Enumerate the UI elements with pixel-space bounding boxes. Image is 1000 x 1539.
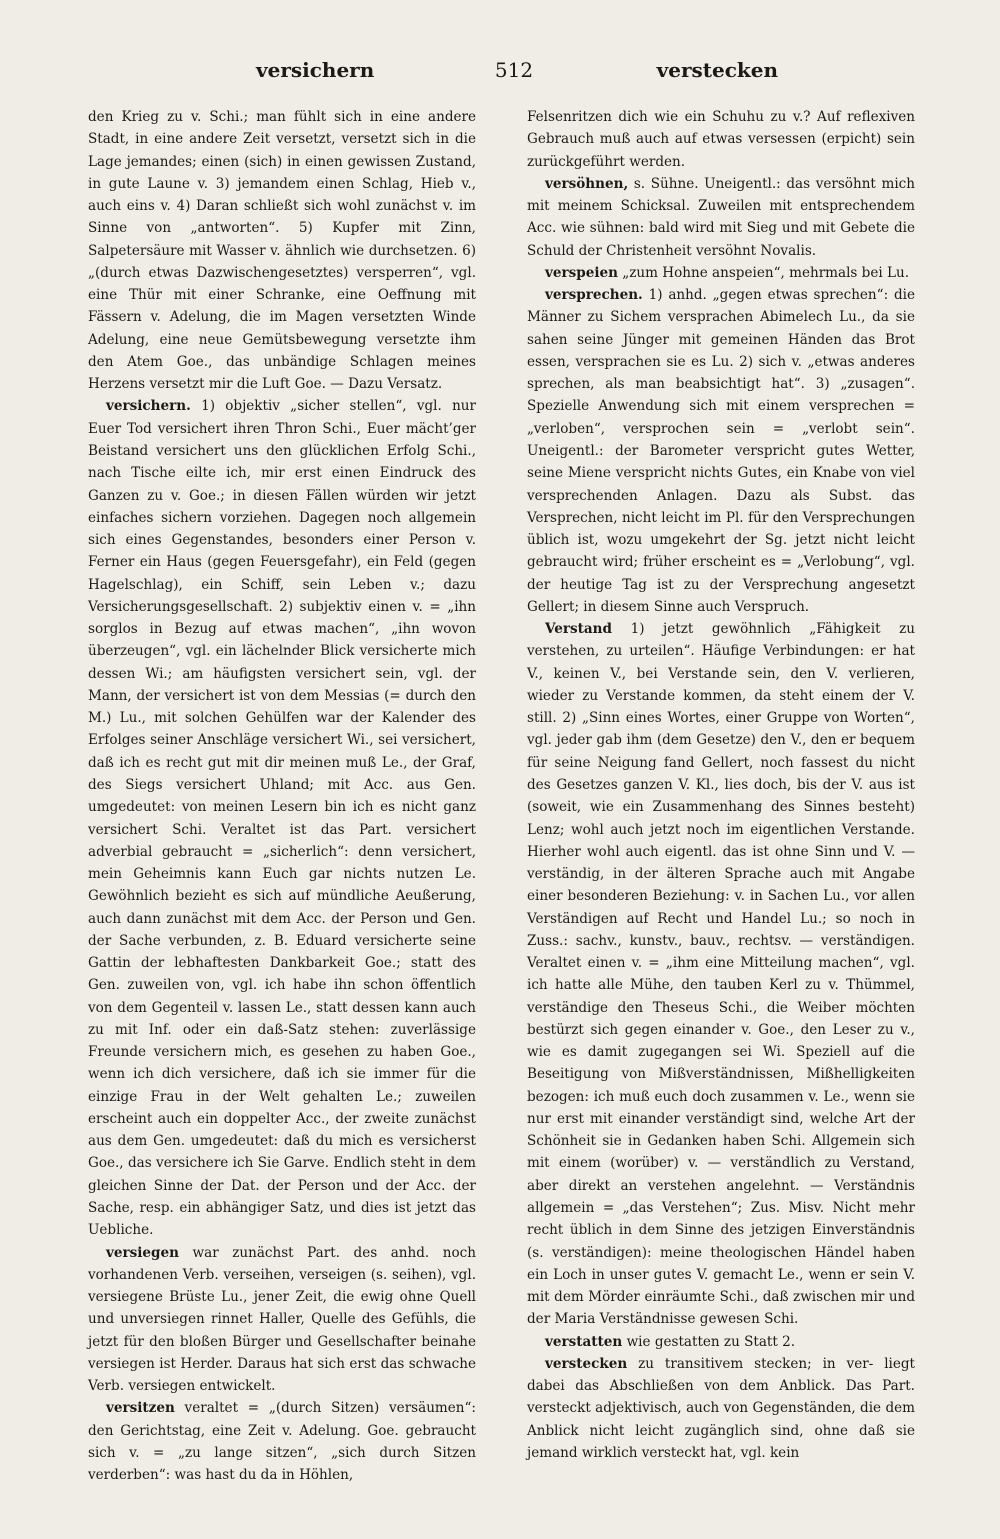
- page-header: [88, 58, 940, 92]
- dictionary-entry: [527, 284, 915, 618]
- entry-headword: versitzen: [106, 1400, 175, 1417]
- dictionary-entry: [527, 1331, 915, 1353]
- entry-text: veraltet = „(durch Sitzen) versäumen“: den Gerichtstag, eine Zeit v. Adelung. Goe. gebraucht sich v. = „zu lange sitzen“, „sich durch Sitzen verderben“: was hast du da in Höhlen,: [88, 1400, 476, 1484]
- entry-text: 1) jetzt gewöhnlich „Fähigkeit zu verstehen, zu urteilen“. Häufige Verbindungen: er hat V., keinen V., bei Verstande sein, den V. verlieren, wieder zu Verstande kommen, da steht einem der V. still. 2) „Sinn eines Wortes, einer Gruppe von Worten“, vgl. jeder gab ihm (dem Gesetze) den V., den er bequem für seine Neigung fand Gellert, noch fassest du nicht des Gesetzes ganzen V. Kl., lies doch, bis der V. aus ist (soweit, wie ein Zusammenhang des Sinnes besteht) Lenz; wohl auch jetzt noch im eigentlichen Verstande. Hierher wohl auch eigentl. das ist ohne Sinn und V. — verständig, in der älteren Sprache auch mit Angabe einer besonderen Beziehung: v. in Sachen Lu., vor allen Verständigen auf Recht und Handel Lu.; so noch in Zuss.: sachv., kunstv., bauv., rechtsv. — verständigen. Veraltet einen v. = „ihm eine Mitteilung machen“, vgl. ich hatte alle Mühe, den tauben Kerl zu v. Thümmel, verständige den Theseus Schi., die Weiber möchten bestürzt sich gegen einander v. Goe., den Leser zu v., wie es damit zugegangen sei Wi. Speziell auf die Beseitigung von Mißverständnissen, Mißhelligkeiten bezogen: ich muß euch doch zusammen v. Le., wenn sie nur erst mit einander verständigt sind, welche Art der Schönheit sie in Gedanken haben Schi. Allgemein sich mit einem (worüber) v. — verständlich zu Verstand, aber direkt an verstehen angelehnt. — Verständnis allgemein = „das Verstehen“; Zus. Misv. Nicht mehr recht üblich in dem Sinne des jetzigen Einverständnis (s. verständigen): meine theologischen Händel haben ein Loch in unser gutes V. gemacht Le., wenn er sein V. mit dem Mörder einräumte Schi., daß zwischen mir und der Maria Verständnisse gewesen Schi.: [527, 621, 915, 1328]
- dictionary-entry: [527, 618, 915, 1331]
- entry-text: 1) objektiv „sicher stellen“, vgl. nur Euer Tod versichert ihren Thron Schi., Euer mächt’ger Beistand versichert uns den glücklichen Erfolg Schi., nach Tische eilte ich, mir erst einen Eindruck des Ganzen zu v. Goe.; in diesen Fällen würden wir jetzt einfaches sichern vorziehen. Dagegen noch allgemein sich eines Gegenstandes, besonders einer Person v. Ferner ein Haus (gegen Feuersgefahr), ein Feld (gegen Hagelschlag), ein Schiff, sein Leben v.; dazu Versicherungsgesellschaft. 2) subjektiv einen v. = „ihn sorglos in Bezug auf etwas machen“, „ihn wovon überzeugen“, vgl. ein lächelnder Blick versicherte mich dessen Wi.; am häufigsten versichert sein, vgl. der Mann, der versichert ist von dem Messias (= durch den M.) Lu., mit solchen Gehülfen war der Kalender des Erfolges seiner Anschläge versichert Wi., sei versichert, daß ich es recht gut mit dir meinen muß Le., der Graf, des Siegs versichert Uhland; mit Acc. aus Gen. umgedeutet: von meinen Lesern bin ich es nicht ganz versichert Schi. Veraltet ist das Part. versichert adverbial gebraucht = „sicherlich“: denn versichert, mein Geheimnis kann Euch gar nichts nutzen Le. Gewöhnlich bezieht es sich auf mündliche Aeußerung, auch dann zunächst mit dem Acc. der Person und Gen. der Sache verbunden, z. B. Eduard versicherte seine Gattin der lebhaftesten Dankbarkeit Goe.; statt des Gen. zuweilen von, vgl. ich habe ihn schon öffentlich von dem Gegenteil v. lassen Le., statt dessen kann auch zu mit Inf. oder ein daß-Satz stehen: zuverlässige Freunde versichern mich, es gesehen zu haben Goe., wenn ich dich versichere, daß ich sie immer für die einzige Frau in der Welt gehalten Le.; zuweilen erscheint auch ein doppelter Acc., der zweite zunächst aus dem Gen. umgedeutet: daß du mich es versicherst Goe., das versichere ich Sie Garve. Endlich steht in dem gleichen Sinne der Dat. der Person und der Acc. der Sache, resp. ein abhängiger Satz, und dies ist jetzt das Uebliche.: [88, 398, 476, 1239]
- running-head-left: versichern: [256, 58, 375, 82]
- entry-headword: Verstand: [545, 621, 613, 638]
- entry-text: den Krieg zu v. Schi.; man fühlt sich in eine andere Stadt, in eine andere Zeit versetzt, versetzt sich in die Lage jemandes; einen (sich) in einen gewissen Zustand, in gute Laune v. 3) jemandem einen Schlag, Hieb v., auch eins v. 4) Daran schließt sich wohl zunächst v. im Sinne von „antworten“. 5) Kupfer mit Zinn, Salpetersäure mit Wasser v. ähnlich wie durchsetzen. 6) „(durch etwas Dazwischengesetztes) versperren“, vgl. eine Thür mit einer Schranke, eine Oeffnung mit Fässern v. Adelung, die im Magen versetzten Winde Adelung, eine neue Gemütsbewegung versetzte ihm den Atem Goe., das unbändige Schlagen meines Herzens versetzt mir die Luft Goe. — Dazu Versatz.: [88, 109, 476, 393]
- entry-headword: versöhnen,: [545, 175, 629, 192]
- dictionary-entry: [88, 1397, 476, 1486]
- left-column: [88, 106, 476, 1486]
- right-column: [527, 106, 915, 1464]
- entry-text: zu transitivem stecken; in ver- liegt dabei das Abschließen von dem Anblick. Das Part. versteckt adjektivisch, auch von Gegenständen, die dem Anblick nicht leicht zugänglich sind, ohne daß sie jemand wirklich versteckt hat, vgl. kein: [527, 1355, 915, 1461]
- entry-text: 1) anhd. „gegen etwas sprechen“: die Männer zu Sichem versprachen Abimelech Lu., da sie sahen seine Jünger mit gemeinen Händen das Brot essen, versprachen sie es Lu. 2) sich v. „etwas anderes sprechen, als man beabsichtigt hat“. 3) „zusagen“. Spezielle Anwendung sich mit einem versprechen = „verloben“, versprochen sein = „verlobt sein“. Uneigentl.: der Barometer verspricht gutes Wetter, seine Miene verspricht nichts Gutes, ein Knabe von viel versprechenden Anlagen. Dazu als Subst. das Versprechen, nicht leicht im Pl. für den Versprechungen üblich ist, wozu umgekehrt der Sg. jetzt nicht leicht gebraucht wird; früher erscheint es = „Verlobung“, vgl. der heutige Tag ist zu der Versprechung angesetzt Gellert; in diesem Sinne auch Verspruch.: [527, 287, 915, 615]
- dictionary-entry: [527, 173, 915, 262]
- entry-headword: versichern.: [106, 398, 191, 415]
- entry-text: wie gestatten zu Statt 2.: [622, 1333, 796, 1350]
- entry-text: war zunächst Part. des anhd. noch vorhandenen Verb. verseihen, verseigen (s. seihen), vgl. versiegene Brüste Lu., jener Zeit, die ewig ohne Quell und unversiegen rinnet Haller, Quelle des Gefühls, die jetzt für den bloßen Bürger und Gesellschafter beinahe versiegen ist Herder. Daraus hat sich erst das schwache Verb. versiegen entwickelt.: [88, 1244, 476, 1395]
- entry-headword: verstatten: [545, 1333, 623, 1350]
- dictionary-entry: [88, 395, 476, 1241]
- page-number: 512: [494, 58, 534, 82]
- dictionary-entry: [527, 106, 915, 173]
- entry-headword: verstecken: [545, 1355, 628, 1372]
- dictionary-entry: [88, 1242, 476, 1398]
- dictionary-entry: [88, 106, 476, 395]
- dictionary-entry: [527, 1353, 915, 1464]
- dictionary-entry: [527, 262, 915, 284]
- entry-text: „zum Hohne anspeien“, mehrmals bei Lu.: [617, 264, 910, 281]
- entry-headword: verspeien: [545, 264, 618, 281]
- entry-headword: versiegen: [106, 1244, 179, 1261]
- entry-text: Felsenritzen dich wie ein Schuhu zu v.? Auf reflexiven Gebrauch muß auch auf etwas versessen (erpicht) sein zurückgeführt werden.: [527, 109, 915, 170]
- running-head-right: verstecken: [656, 58, 778, 82]
- entry-text: s. Sühne. Uneigentl.: das versöhnt mich mit meinem Schicksal. Zuweilen mit entsprechendem Acc. wie sühnen: bald wird mit Sieg und mit Gebete die Schuld der Christenheit versöhnt Novalis.: [527, 175, 915, 259]
- entry-headword: versprechen.: [545, 287, 643, 304]
